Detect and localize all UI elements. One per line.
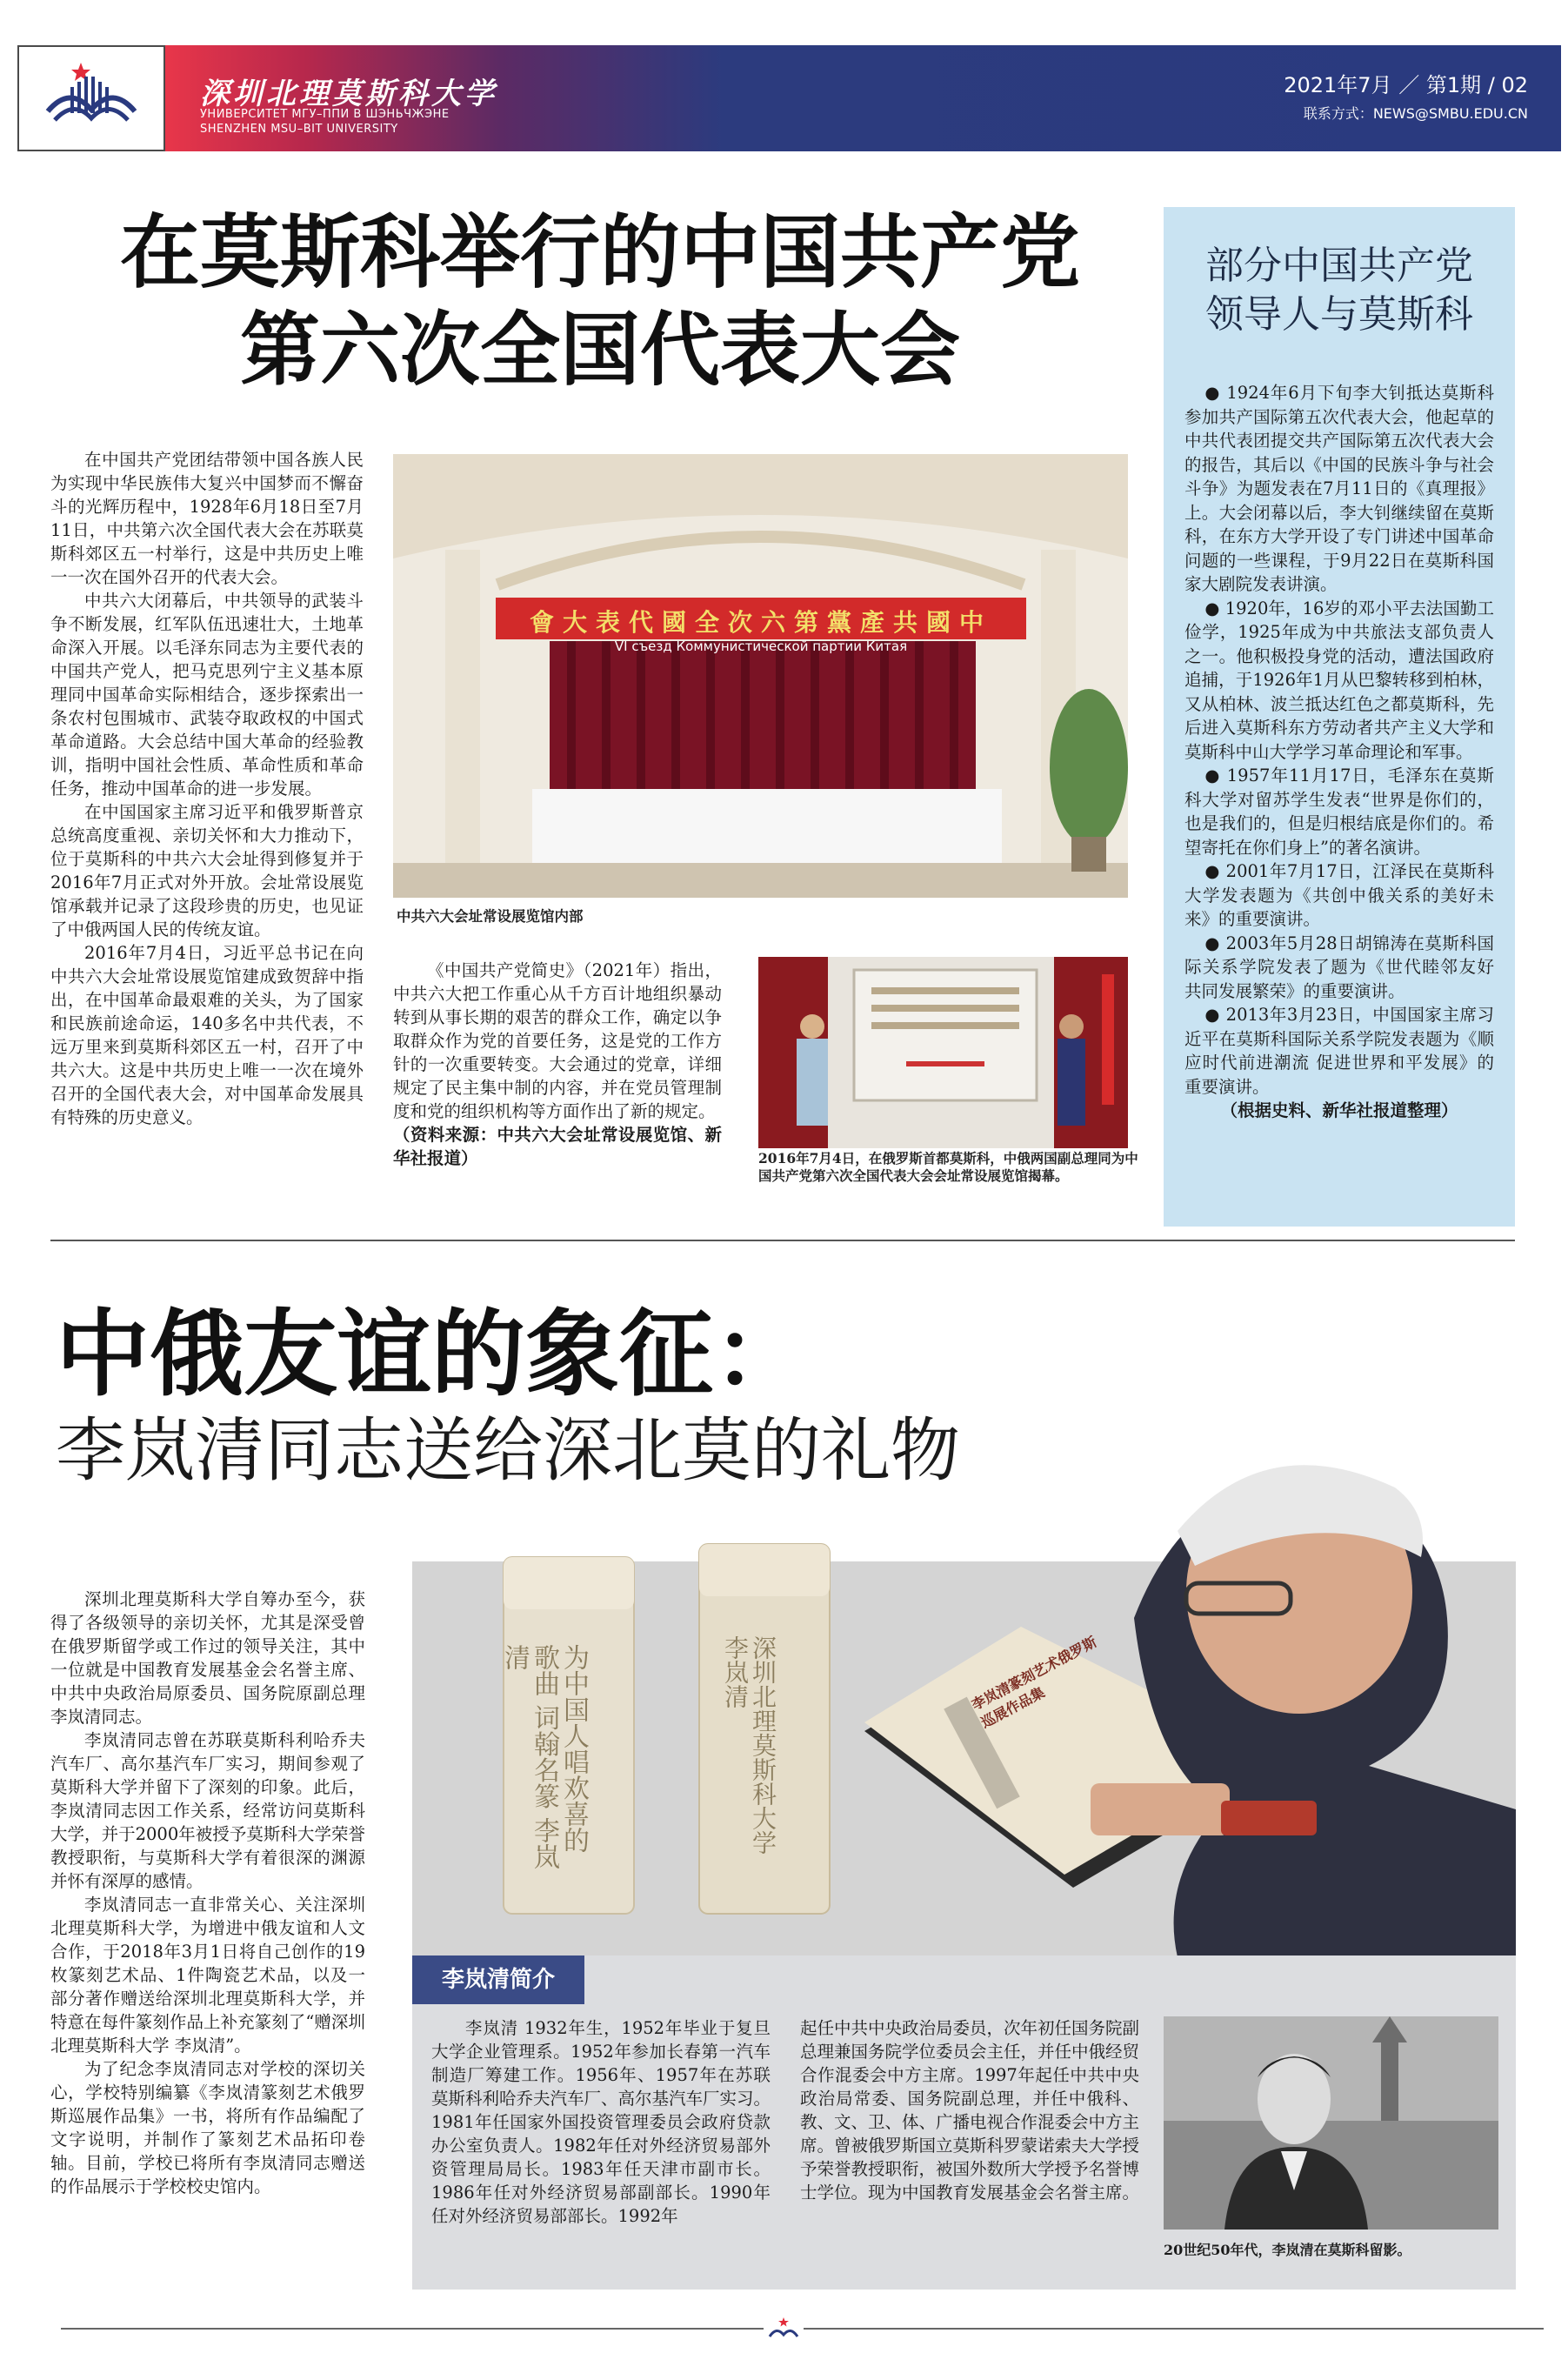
- congress-hall-photo: [393, 454, 1128, 898]
- sidebar-list: [1184, 381, 1494, 1123]
- sidebar-item: ● 1957年11月17日，毛泽东在莫斯科大学对留苏学生发表“世界是你们的，也是我们的，但是归根结底是你们的。希望寄托在你们身上”的著名演讲。: [1184, 765, 1494, 858]
- article1-paragraph: 2016年7月4日，习近平总书记在向中共六大会址常设展览馆建成致贺辞中指出，在中国革命最艰难的关头，为了国家和民族前途命运，140多名中共代表，不远万里来到莫斯科郊区五一村，召开了中共六大。这是中共历史上唯一一次在境外召开的全国代表大会，对中国革命发展具有特殊的历史意义。: [50, 943, 364, 1127]
- sidebar-item: ● 2001年7月17日，江泽民在莫斯科大学发表题为《共创中俄关系的美好未来》的重要演讲。: [1184, 861, 1494, 929]
- bio-photo-caption: 20世纪50年代，李岚清在莫斯科留影。: [1164, 2242, 1411, 2258]
- article2-paragraph: 深圳北理莫斯科大学自筹办至今，获得了各级领导的亲切关怀，尤其是深受曾在俄罗斯留学或工作过的领导关注，其中一位就是中国教育发展基金会名誉主席、中共中央政治局原委员、国务院原副总理李岚清同志。: [50, 1589, 365, 1727]
- article1-headline-line1: 在莫斯科举行的中国共产党: [119, 206, 1080, 299]
- photo1-caption: 中共六大会址常设展览馆内部: [397, 908, 584, 925]
- article2-subheadline: 李岚清同志送给深北莫的礼物: [56, 1410, 960, 1491]
- section-divider: [50, 1240, 1515, 1241]
- sidebar-title-line2: 领导人与莫斯科: [1205, 292, 1473, 337]
- article2-paragraph: 李岚清同志曾在苏联莫斯科利哈乔夫汽车厂、高尔基汽车厂实习，期间参观了莫斯科大学并留下了深刻的印象。此后，李岚清同志因工作关系，经常访问莫斯科大学，并于2000年被授予莫斯科大学荣誉教授职衔，与莫斯科大学有着很深的渊源并怀有深厚的感情。: [50, 1730, 365, 1891]
- bio-portrait-photo: [1164, 2016, 1498, 2230]
- footer-logo-icon: [764, 2314, 804, 2343]
- sidebar-source: （根据史料、新华社报道整理）: [1220, 1100, 1458, 1120]
- masthead-band: [165, 45, 1561, 151]
- article1-column-1: [50, 448, 364, 1129]
- sidebar-item: ● 1920年，16岁的邓小平去法国勤工俭学，1925年成为中共旅法支部负责人之一。他积极投身党的活动，遭法国政府追捕，于1926年1月从巴黎转移到柏林，又从柏林、波兰抵达红色之都莫斯科，先后进入莫斯科东方劳动者共产主义大学和莫斯科中山大学学习革命理论和军事。: [1184, 598, 1494, 762]
- university-name-ru: УНИВЕРСИТЕТ МГУ–ППИ В ШЭНЬЧЖЭНЕ: [200, 108, 450, 121]
- article2-paragraph: 为了纪念李岚清同志对学校的深切关心，学校特别编纂《李岚清篆刻艺术俄罗斯巡展作品集》一书，将所有作品编配了文字说明，并制作了篆刻艺术品拓印卷轴。目前，学校已将所有李岚清同志赠送的作品展示于学校校史馆内。: [50, 2059, 365, 2196]
- book-title: 李岚清篆刻艺术俄罗斯巡展作品集: [968, 1633, 1100, 1731]
- article1-paragraph: 在中国共产党团结带领中国各族人民为实现中华民族伟大复兴中国梦而不懈奋斗的光辉历程中，1928年6月18日至7月11日，中共第六次全国代表大会在苏联莫斯科郊区五一村举行，这是中共历史上唯一一次在国外召开的代表大会。: [50, 450, 364, 587]
- banner-ru: VI съезд Коммунистической партии Китая: [614, 638, 908, 654]
- article1-paragraph: 在中国国家主席习近平和俄罗斯普京总统高度重视、亲切关怀和大力推动下，位于莫斯科的中共六大会址得到修复并于2016年7月正式对外开放。会址常设展览馆承载并记录了这段珍贵的历史，也见证了中俄两国人民的传统友谊。: [50, 802, 364, 939]
- seal2-inscription: 深圳北理莫斯科大学 李岚清: [721, 1635, 777, 1855]
- university-name-cn: 深圳北理莫斯科大学: [200, 77, 497, 111]
- university-name-en: SHENZHEN MSU–BIT UNIVERSITY: [200, 123, 398, 136]
- article1-source: （资料来源：中共六大会址常设展览馆、新华社报道）: [393, 1125, 722, 1168]
- photo2-caption: 2016年7月4日，在俄罗斯首都莫斯科，中俄两国副总理同为中国共产党第六次全国代表大会会址常设展览馆揭幕。: [758, 1150, 1138, 1184]
- sidebar-item: ● 2003年5月28日胡锦涛在莫斯科国际关系学院发表了题为《世代睦邻友好 共同发展繁荣》的重要演讲。: [1184, 933, 1494, 1001]
- bio-column-2: [800, 2016, 1139, 2204]
- article1-column-2: [393, 959, 722, 1170]
- article1-paragraph: 《中国共产党简史》（2021年）指出，中共六大把工作重心从千方百计地组织暴动转到从事长期的艰苦的群众工作，确定以争取群众作为党的首要任务，这是党的工作方针的一次重要转变。大会通过的党章，详细规定了民主集中制的内容，并在党员管理制度和党的组织机构等方面作出了新的规定。: [393, 960, 722, 1121]
- article2-paragraph: 李岚清同志一直非常关心、关注深圳北理莫斯科大学，为增进中俄友谊和人文合作，于2018年3月1日将自己创作的19枚篆刻艺术品、1件陶瓷艺术品，以及一部分著作赠送给深圳北理莫斯科大学，并特意在每件篆刻作品上补充篆刻了“赠深圳北理莫斯科大学 李岚清”。: [50, 1895, 365, 2056]
- sidebar-title-line1: 部分中国共产党: [1205, 244, 1473, 288]
- issue-info: 2021年7月 ／ 第1期 / 02: [1284, 73, 1528, 97]
- bio-text: 李岚清 1932年生，1952年毕业于复旦大学企业管理系。1952年参加长春第一汽车制造厂筹建工作。1956年、1957年在苏联莫斯科利哈乔夫汽车厂、高尔基汽车厂实习。1981年任国家外国投资管理委员会政府贷款办公室负责人。1982年任对外经济贸易部外资管理局局长。1983年任天津市副市长。1986年任对外经济贸易部副部长。1990年任对外经济贸易部部长。1992年: [431, 2018, 771, 2226]
- contact-email[interactable]: 联系方式：NEWS@SMBU.EDU.CN: [1303, 105, 1528, 122]
- gift-feature-image: [412, 1357, 1516, 1957]
- sidebar-item: ● 1924年6月下旬李大钊抵达莫斯科参加共产国际第五次代表大会，他起草的中共代表团提交共产国际第五次代表大会的报告，其后以《中国的民族斗争与社会斗争》为题发表在7月11日的《真理报》上。大会闭幕以后，李大钊继续留在莫斯科，在东方大学开设了专门讲述中国革命问题的一些课程，于9月22日在莫斯科国家大剧院发表讲演。: [1184, 383, 1494, 594]
- bio-tab: 李岚清简介: [412, 1955, 584, 2004]
- masthead: [17, 45, 1561, 151]
- article1-paragraph: 中共六大闭幕后，中共领导的武装斗争不断发展，红军队伍迅速壮大，土地革命深入开展。以毛泽东同志为主要代表的中国共产党人，把马克思列宁主义基本原理同中国革命实际相结合，逐步探索出一条农村包围城市、武装夺取政权的中国式革命道路。大会总结中国大革命的经验教训，指明中国社会性质、革命性质和革命任务，推动中国革命的进一步发展。: [50, 591, 364, 799]
- sidebar-item: ● 2013年3月23日，中国国家主席习近平在莫斯科国际关系学院发表题为《顺应时代前进潮流 促进世界和平发展》的重要演讲。: [1184, 1005, 1494, 1097]
- bio-column-1: [431, 2016, 771, 2228]
- bio-box: [412, 1955, 1516, 2290]
- article2-headline: 中俄友谊的象征：: [56, 1300, 808, 1409]
- bio-text: 起任中共中央政治局委员，次年初任国务院副总理兼国务院学位委员会主任，并任中俄经贸合作混委会中方主席。1997年起任中共中央政治局常委、国务院副总理，并任中俄科、教、文、卫、体、广播电视合作混委会中方主席。曾被俄罗斯国立莫斯科罗蒙诺索夫大学授予荣誉教授职衔，被国外数所大学授予名誉博士学位。现为中国教育发展基金会名誉主席。: [800, 2018, 1140, 2203]
- university-logo-icon: [17, 45, 165, 151]
- banner-cn: 會大表代國全次六第黨產共國中: [529, 608, 992, 637]
- article2-column: [50, 1588, 365, 2198]
- article1-headline-line2: 第六次全国代表大会: [239, 304, 960, 397]
- sidebar-leaders: [1164, 207, 1515, 1227]
- unveiling-photo: [758, 957, 1128, 1148]
- sidebar-title: [1164, 242, 1515, 339]
- article1-headline: [87, 204, 1113, 399]
- seal1-inscription: 为中国人唱欢喜的歌曲 词翰名篆 李岚清: [499, 1644, 589, 1870]
